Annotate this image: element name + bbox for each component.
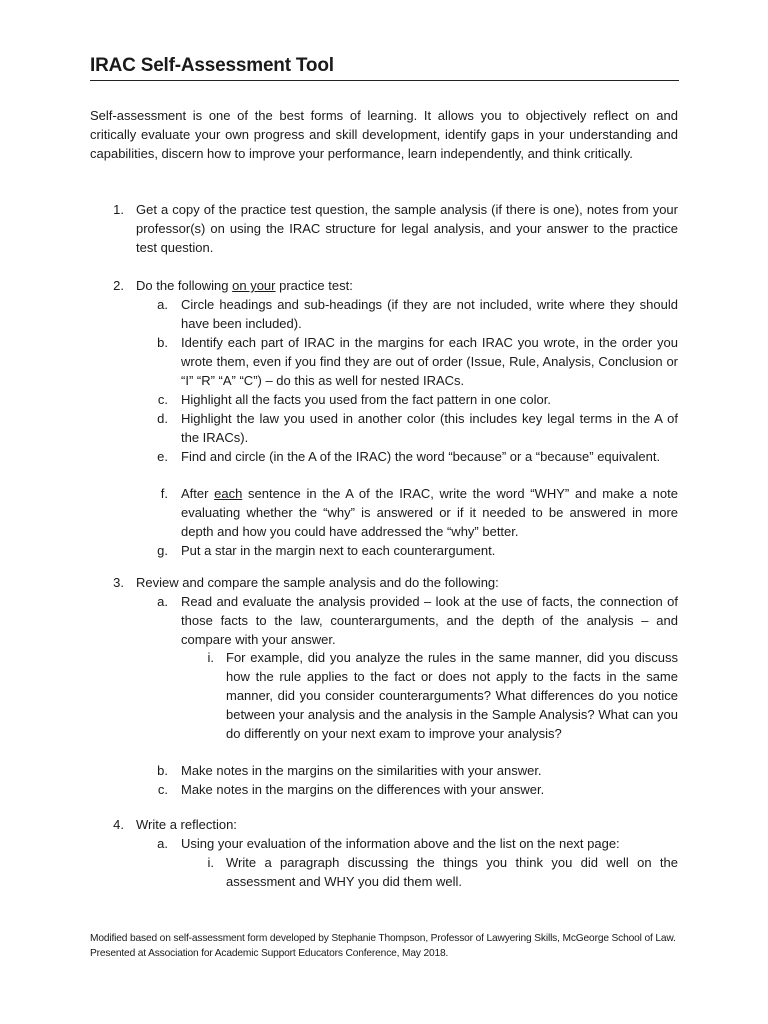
substep-letter: b. [157,335,168,350]
substep-text: Circle headings and sub-headings (if they are not included, write where they should have been included). [181,297,678,331]
step-number: 3. [113,575,124,590]
step-text: Get a copy of the practice test question, the sample analysis (if there is one), notes from your professor(s) on using the IRAC structure for legal analysis, and your answer to the practice test question. [136,202,678,255]
step-number: 2. [113,278,124,293]
substep-letter: c. [157,782,168,797]
step-text-after: practice test: [275,278,353,293]
substep-text: Using your evaluation of the information above and the list on the next page: [181,836,620,851]
intro-paragraph: Self-assessment is one of the best forms of learning. It allows you to objectively reflect on and critically evaluate your own progress and skill development, identify gaps in your understanding and capabilities, discern how to improve your performance, learn independently, and think critically. [90,108,678,161]
step-text [136,276,678,295]
footer-citation: Modified based on self-assessment form developed by Stephanie Thompson, Professor of Lawyering Skills, McGeorge School of Law. Presented at Association for Academic Support Educators Conference, May 2018. [90,933,676,959]
substep-letter: d. [157,411,168,426]
substep-letter: e. [157,449,168,464]
substep-text: Put a star in the margin next to each counterargument. [181,543,496,558]
substep-text [181,484,678,541]
substep-text: For example, did you analyze the rules in the same manner, did you discuss how the rule applies to the fact or does not apply to the facts in the same manner, did you consider counterarguments? What differences do you notice between your analysis and the analysis in the Sample Analysis? What can you do differently on your next exam to improve your analysis? [226,650,678,741]
substep-roman: i. [207,650,214,665]
substep-text: Make notes in the margins on the similarities with your answer. [181,763,542,778]
substep-text: Highlight the law you used in another color (this includes key legal terms in the A of the IRACs). [181,411,678,445]
substep-letter: a. [157,297,168,312]
page-title: IRAC Self-Assessment Tool [90,55,334,76]
substep-text: Find and circle (in the A of the IRAC) the word “because” or a “because” equivalent. [181,449,661,464]
substep-letter: f. [160,486,168,501]
step-text: Review and compare the sample analysis and do the following: [136,575,499,590]
step-text-before: Do the following [136,278,233,293]
substep-letter: b. [157,763,168,778]
substep-letter: g. [157,543,168,558]
step-text-underlined: on your [232,278,276,293]
substep-text-underlined: each [214,486,243,501]
substep-text: Make notes in the margins on the differences with your answer. [181,782,545,797]
title-row [90,54,679,81]
substep-text: Write a paragraph discussing the things you think you did well on the assessment and WHY you did them well. [226,855,678,889]
substep-letter: a. [157,836,168,851]
substep-text: Highlight all the facts you used from the fact pattern in one color. [181,392,551,407]
substep-letter: c. [157,392,168,407]
step-number: 1. [113,202,124,217]
substep-text-after: sentence in the A of the IRAC, write the word “WHY” and make a note evaluating whether the “why” is answered or if it needed to be answered in more depth and how you could have addressed the “why” better. [181,486,678,539]
substep-text: Read and evaluate the analysis provided – look at the use of facts, the connection of those facts to the law, counterarguments, and the depth of the analysis – and compare with your answer. [181,594,678,647]
substep-letter: a. [157,594,168,609]
step-text: Write a reflection: [136,817,237,832]
step-number: 4. [113,817,124,832]
substep-text-before: After [181,486,215,501]
substep-roman: i. [207,855,214,870]
substep-text: Identify each part of IRAC in the margins for each IRAC you wrote, in the order you wrote them, even if you find they are out of order (Issue, Rule, Analysis, Conclusion or “I” “R” “A” “C”) – do this as well for nested IRACs. [181,335,678,388]
